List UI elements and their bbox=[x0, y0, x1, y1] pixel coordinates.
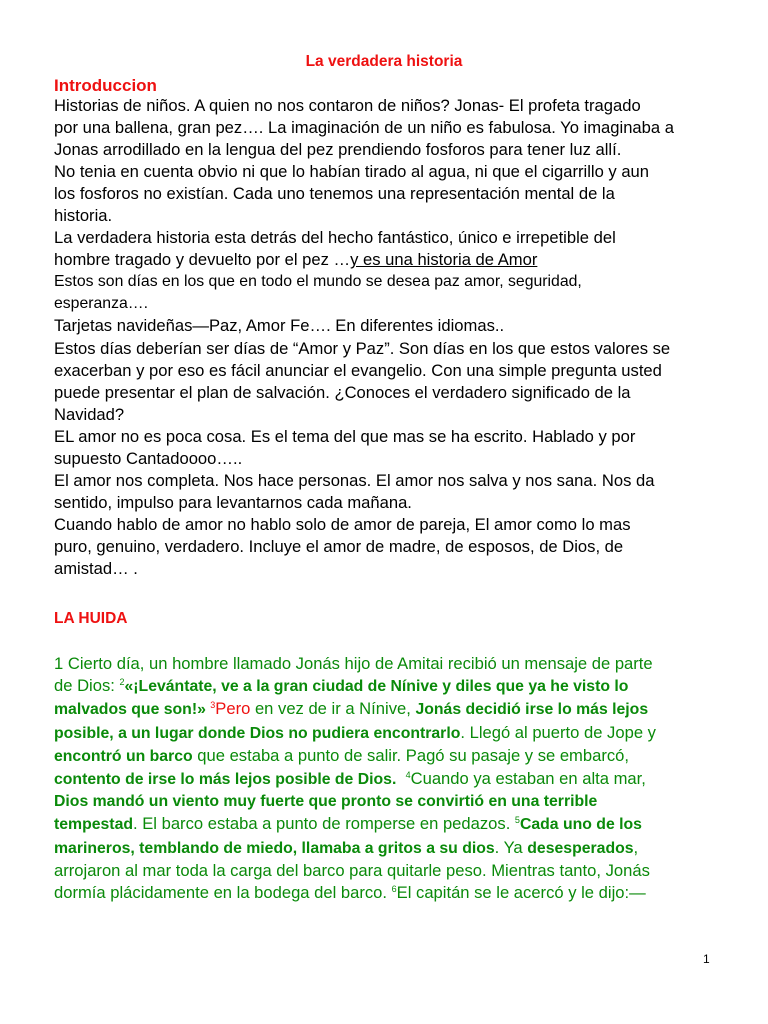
story-text: . Llegó al puerto de Jope y bbox=[460, 722, 656, 742]
intro-line: La verdadera historia esta detrás del hecho fantástico, único e irrepetible del bbox=[54, 228, 616, 248]
story-bold-text: contento de irse lo más lejos posible de Dios. bbox=[54, 771, 397, 789]
intro-line: historia. bbox=[54, 206, 113, 226]
intro-line: Estos días deberían ser días de “Amor y Paz”. Son días en los que estos valores se bbox=[54, 338, 671, 358]
story-line: Dios mandó un viento muy fuerte que pronto se convirtió en una terrible bbox=[54, 793, 598, 811]
intro-line: Estos son días en los que en todo el mundo se desea paz amor, seguridad, bbox=[54, 273, 582, 291]
story-body bbox=[54, 653, 724, 904]
intro-line: El amor nos completa. Nos hace personas. El amor nos salva y nos sana. Nos da bbox=[54, 470, 655, 490]
intro-line: sentido, impulso para levantarnos cada mañana. bbox=[54, 492, 412, 512]
story-bold-text: Jonás decidió irse lo más lejos bbox=[415, 701, 649, 719]
intro-line: Historias de niños. A quien no nos contaron de niños? Jonas- El profeta tragado bbox=[54, 96, 641, 115]
intro-line: supuesto Cantadoooo….. bbox=[54, 448, 243, 468]
intro-line: Cuando hablo de amor no hablo solo de amor de pareja, El amor como lo mas bbox=[54, 514, 631, 534]
intro-line: Jonas arrodillado en la lengua del pez prendiendo fosforos para tener luz allí. bbox=[54, 140, 622, 160]
verse-number: 4 bbox=[405, 770, 411, 781]
intro-line: puro, genuino, verdadero. Incluye el amor de madre, de esposos, de Dios, de bbox=[54, 536, 624, 556]
story-line bbox=[54, 675, 724, 698]
intro-line: Tarjetas navideñas—Paz, Amor Fe…. En diferentes idiomas.. bbox=[54, 316, 505, 336]
story-line bbox=[54, 813, 724, 836]
story-text: en vez de ir a Nínive, bbox=[250, 699, 416, 719]
story-text: dormía plácidamente en la bodega del barco. bbox=[54, 883, 392, 903]
story-bold-text: marineros, temblando de miedo, llamaba a gritos a su dios bbox=[54, 839, 495, 857]
intro-line: Navidad? bbox=[54, 404, 125, 424]
story-text: Cuando ya estaban en alta mar, bbox=[410, 769, 646, 789]
story-line bbox=[54, 882, 724, 904]
verse-number: 2 bbox=[119, 677, 125, 688]
intro-line: puede presentar el plan de salvación. ¿Conoces el verdadero significado de la bbox=[54, 382, 631, 402]
story-line bbox=[54, 722, 724, 745]
page-number: 1 bbox=[703, 952, 710, 966]
intro-heading: Introduccion bbox=[54, 76, 157, 95]
story-bold-text: «¡Levántate, ve a la gran ciudad de Nínive y diles que ya he visto lo bbox=[124, 678, 629, 696]
story-bold-text: tempestad bbox=[54, 816, 134, 834]
verse-number: 6 bbox=[391, 884, 397, 895]
verse-number: 5 bbox=[514, 815, 520, 826]
story-line bbox=[54, 698, 724, 721]
verse-number: 3 bbox=[210, 700, 216, 711]
document-title: La verdadera historia bbox=[305, 53, 463, 70]
underlined-phrase: y es una historia de Amor bbox=[350, 250, 538, 270]
story-text: El capitán se le acercó y le dijo:— bbox=[396, 883, 646, 903]
huida-heading: LA HUIDA bbox=[54, 610, 128, 627]
intro-body bbox=[54, 95, 724, 580]
intro-line bbox=[54, 249, 724, 271]
intro-line: EL amor no es poca cosa. Es el tema del que mas se ha escrito. Hablado y por bbox=[54, 426, 636, 446]
story-text: . Ya bbox=[494, 837, 528, 857]
story-text: , bbox=[633, 837, 639, 857]
intro-line: exacerban y por eso es fácil anunciar el evangelio. Con una simple pregunta usted bbox=[54, 360, 662, 380]
intro-line: por una ballena, gran pez…. La imaginación de un niño es fabulosa. Yo imaginaba a bbox=[54, 118, 674, 138]
intro-line: esperanza…. bbox=[54, 295, 148, 313]
intro-line: amistad… . bbox=[54, 558, 138, 578]
story-bold-text: malvados que son!» bbox=[54, 701, 211, 719]
story-text: que estaba a punto de salir. Pagó su pasaje y se embarcó, bbox=[192, 745, 630, 765]
story-line: 1 Cierto día, un hombre llamado Jonás hijo de Amitai recibió un mensaje de parte bbox=[54, 654, 653, 673]
story-line bbox=[54, 768, 724, 791]
story-line: arrojaron al mar toda la carga del barco para quitarle peso. Mientras tanto, Jonás bbox=[54, 860, 650, 880]
story-bold-text: Cada uno de los bbox=[519, 816, 642, 834]
story-line bbox=[54, 837, 724, 860]
story-text: . El barco estaba a punto de romperse en pedazos. bbox=[133, 814, 515, 834]
story-bold-text: posible, a un lugar donde Dios no pudiera encontrarlo bbox=[54, 724, 461, 742]
intro-line: No tenia en cuenta obvio ni que lo habían tirado al agua, ni que el cigarrillo y aun bbox=[54, 162, 650, 182]
intro-line: los fosforos no existían. Cada uno tenemos una representación mental de la bbox=[54, 184, 615, 204]
story-line bbox=[54, 745, 724, 768]
story-text: de Dios: bbox=[54, 676, 120, 696]
story-bold-text: desesperados bbox=[527, 839, 634, 857]
intro-line-text: hombre tragado y devuelto por el pez … bbox=[54, 250, 351, 270]
story-bold-text: encontró un barco bbox=[54, 747, 193, 765]
story-red-text: Pero bbox=[215, 699, 251, 719]
